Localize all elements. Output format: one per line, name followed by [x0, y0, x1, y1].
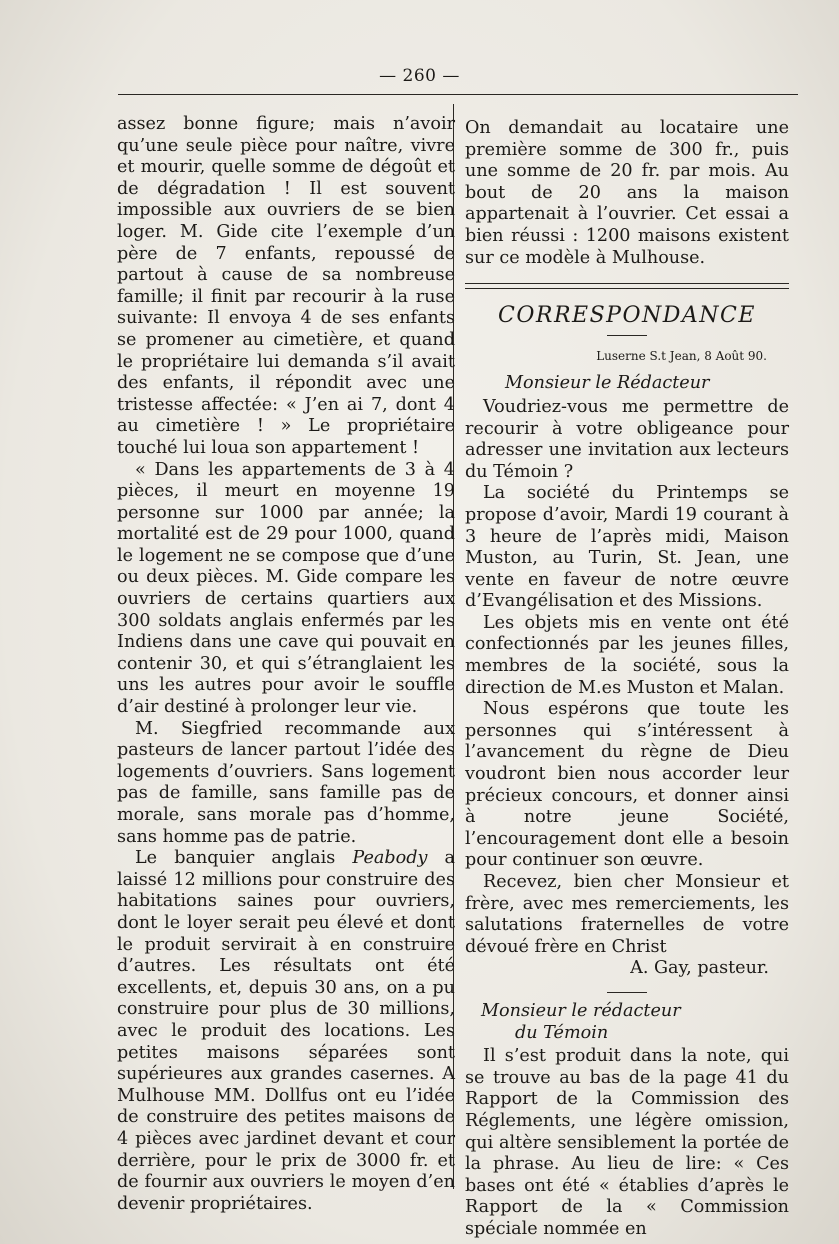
right-column [465, 118, 789, 1241]
dateline: Luserne S.t Jean, 8 Août 90. [596, 348, 767, 363]
paragraph: On demandait au locataire une première somme de 300 fr., puis une somme de 20 fr. par mois. Au bout de 20 ans la maison appartenait à l’ouvrier. Cet essai a bien réussi : 1200 maisons existent sur ce modèle à Mulhouse. [465, 118, 789, 268]
left-column [117, 114, 455, 1215]
paragraph: M. Siegfried recommande aux pasteurs de lancer partout l’idée des logements d’ouvriers. Sans logement pas de famille, sans famille pas de morale, sans morale pas d’homme, sans homme pas de patrie. [117, 718, 455, 847]
short-rule [607, 335, 647, 336]
paragraph: Il s’est produit dans la note, qui se trouve au bas de la page 41 du Rapport de la Commission des Réglements, une légère omission, qui altère sensiblement la portée de la phrase. Au lieu de lire: « Ces bases ont été « établies d’après le Rapport de la « Commission spéciale nommée en [465, 1046, 789, 1239]
paragraph: « Dans les appartements de 3 à 4 pièces, il meurt en moyenne 19 personne sur 1000 par année; la mortalité est de 29 pour 1000, quand le logement ne se compose que d’une ou deux pièces. M. Gide compare les ouvriers de certains quartiers aux 300 soldats anglais enfermés par les Indiens dans une cave qui pouvait en contenir 30, et qui s’étranglaient les uns les autres pour avoir le souffle d’air destiné à prolonger leur vie. [117, 459, 455, 718]
header-rule [118, 94, 798, 95]
salutation-continued: du Témoin [515, 1022, 609, 1043]
section-title: CORRESPONDANCE [498, 303, 756, 329]
signature: A. Gay, pasteur. [630, 958, 769, 979]
emphasis-name: Peabody [352, 848, 428, 869]
text-span: a laissé 12 millions pour construire des habitations saines pour ouvriers, dont le loyer serait peu élevé et dont le produit servirait à en construire d’autres. Les résultats ont été excellents, et, depuis 30 ans, on a pu construire pour plus de 30 millions, avec le produit des locations. Les petites maisons séparées sont supérieures aux grandes casernes. A Mulhouse MM. Dollfus ont eu l’idée de construire des petites maisons de 4 pièces avec jardinet devant et cour derrière, pour le prix de 3000 fr. et de fournir aux ouvriers le moyen d’en devenir propriétaires. [117, 848, 455, 1214]
page-number: — 260 — [379, 66, 460, 86]
paragraph-peabody [117, 848, 455, 1215]
paragraph: Voudriez-vous me permettre de recourir à votre obligeance pour adresser une invitation aux lecteurs du Témoin ? [465, 396, 789, 482]
paragraph: La société du Printemps se propose d’avoir, Mardi 19 courant à 3 heure de l’après midi, Maison Muston, au Turin, St. Jean, une vente en faveur de notre œuvre d’Evangélisation et des Missions. [465, 483, 789, 612]
text-span: Le banquier anglais [135, 848, 353, 869]
paragraph: assez bonne figure; mais n’avoir qu’une seule pièce pour naître, vivre et mourir, quelle somme de dégoût et de dégradation ! Il est souvent impossible aux ouvriers de se bien loger. M. Gide cite l’exemple d’un père de 7 enfants, repoussé de partout à cause de sa nombreuse famille; il finit par recourir à la ruse suivante: Il envoya 4 de ses enfants se promener au cimetière, et quand le propriétaire lui demanda s’il avait des enfants, il répondit avec une tristesse affectée: « J’en ai 7, dont 4 au cimetière ! » Le propriétaire touché lui loua son appartement ! [117, 114, 455, 458]
salutation: Monsieur le Rédacteur [505, 373, 710, 394]
paragraph: Nous espérons que toute les personnes qui s’intéressent à l’avancement du règne de Dieu voudront bien nous accorder leur précieux concours, et donner ainsi à notre jeune Société, l’encouragement dont elle a besoin pour continuer son œuvre. [465, 699, 789, 871]
short-rule [607, 992, 647, 993]
paragraph: Les objets mis en vente ont été confectionnés par les jeunes filles, membres de la société, sous la direction de M.es Muston et Malan. [465, 612, 789, 698]
salutation: Monsieur le rédacteur [481, 1000, 681, 1021]
section-rule [465, 283, 789, 289]
paragraph: Recevez, bien cher Monsieur et frère, avec mes remerciements, les salutations fraternelles de votre dévoué frère en Christ [465, 872, 789, 957]
